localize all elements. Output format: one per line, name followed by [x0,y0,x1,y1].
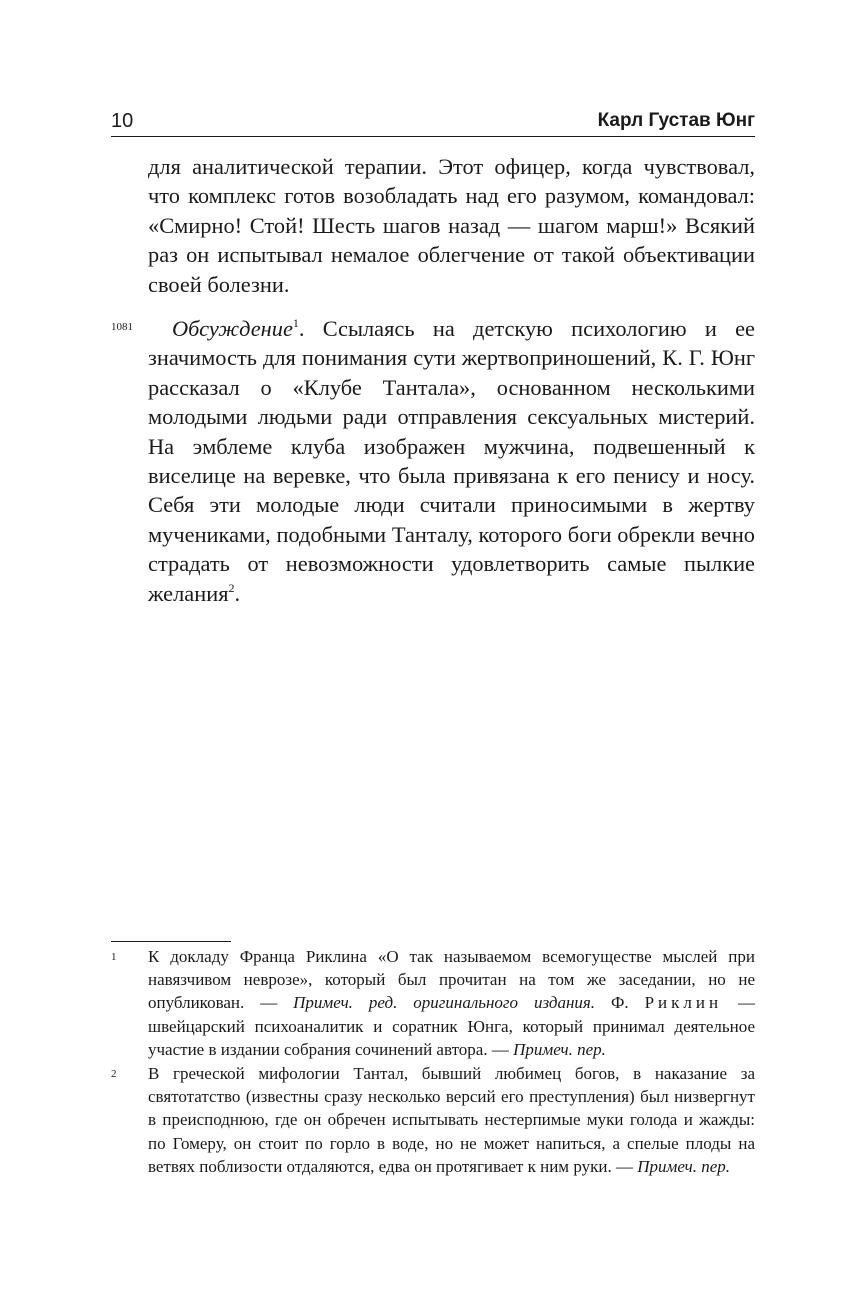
footnote-ref-1[interactable]: 1 [292,316,299,330]
footnote-mark-2: 2 [111,1068,117,1080]
footnote-1 [148,945,755,1061]
footnote-2-text: В греческой мифологии Тантал, бывший любимец богов, в наказание за святотатство (известны сразу несколько версий его преступления) был низвергнут в преисподнюю, где он обречен испытывать нестерпимые муки голода и жажды: по Гомеру, он стоит по горло в воде, но не может напиться, а спелые плоды на ветвях поблизости отдаляются, едва он протягивает к ним руки. — [148,1064,755,1176]
paragraph-discussion [148,314,755,608]
discussion-text: . Ссылаясь на детскую психологию и ее значимость для понимания сути жертвоприношений, К. Г. Юнг рассказал о «Клубе Тантала», основанном несколькими молодыми людьми ради отправления сексуальных мистерий. На эмблеме клуба изображен мужчина, подвешенный к виселице на веревке, что была привязана к его пенису и носу. Себя эти молодые люди считали приносимыми в жертву мучениками, подобными Танталу, которого боги обрекли вечно страдать от невозможности удовлетворить самые пылкие желания [148,316,755,606]
discussion-lead: Обсуждение [172,316,293,341]
paragraph-continued: для аналитической терапии. Этот офицер, когда чувствовал, что комплекс готов возобладать над его разумом, командовал: «Смирно! Стой! Шесть шагов назад — шагом марш!» Всякий раз он испытывал немалое облегчение от такой объективации своей болезни. [148,154,755,297]
running-head: Карл Густав Юнг [597,110,755,131]
footnote-divider [111,941,231,942]
footnote-1-text-b: Ф. [595,993,645,1013]
footnote-1-italic-a: Примеч. ред. оригинального издания. [293,993,596,1013]
page-header [111,100,755,137]
footnote-1-text-a: К докладу Франца Риклина «О так называемом всемогуществе мыслей при навязчивом неврозе», который был прочитан на том же заседании, но не опубликован. — [148,947,755,1013]
footnote-2-italic: Примеч. пер. [637,1156,731,1176]
footnote-2 [148,1062,755,1178]
page-number: 10 [111,110,134,132]
footnote-1-italic-b: Примеч. пер. [513,1039,606,1059]
footnote-1-name: Риклин [644,993,723,1013]
footnote-1-text-c: — швейцарский психоаналитик и соратник Юнга, который принимал деятельное участие в издании собрания сочинений автора. — [148,993,755,1059]
paragraph-number: 1081 [111,321,133,333]
footnote-mark-1: 1 [111,951,117,963]
discussion-end: . [234,580,241,606]
footnote-ref-2[interactable]: 2 [228,580,235,595]
